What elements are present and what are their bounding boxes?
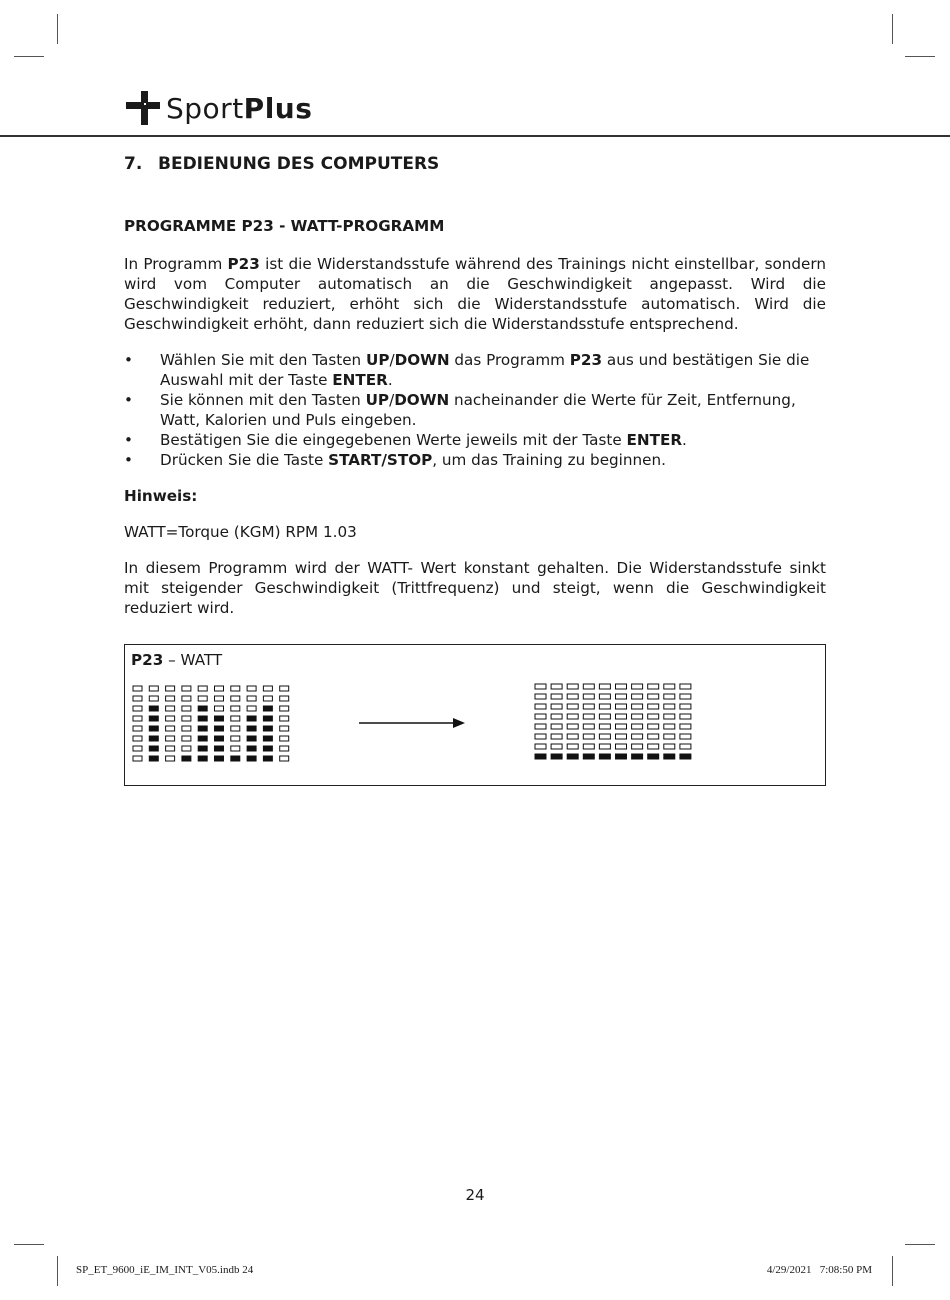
led-segment-off: [599, 714, 610, 719]
crop-mark: [14, 56, 44, 57]
led-segment-off: [567, 734, 578, 739]
led-segment-off: [535, 694, 546, 699]
led-segment-off: [583, 734, 594, 739]
led-segment-off: [182, 716, 191, 721]
led-segment-off: [567, 744, 578, 749]
brand-logo: [124, 88, 312, 128]
led-segment-off: [567, 704, 578, 709]
led-segment-off: [231, 736, 240, 741]
led-segment-off: [599, 684, 610, 689]
program-heading: PROGRAMME P23 - WATT-PROGRAMM: [124, 217, 445, 235]
led-segment-off: [535, 744, 546, 749]
main-content: [124, 216, 826, 634]
led-segment-off: [648, 694, 659, 699]
led-segment-off: [632, 744, 643, 749]
led-segment-off: [648, 684, 659, 689]
led-segment-off: [632, 684, 643, 689]
led-segment-off: [664, 744, 675, 749]
led-segment-on: [632, 754, 643, 759]
brand-name: SportPlus: [166, 91, 313, 125]
footer-file-info: SP_ET_9600_iE_IM_INT_V05.indb 24: [76, 1264, 254, 1276]
led-segment-off: [551, 744, 562, 749]
led-segment-off: [133, 736, 142, 741]
led-segment-on: [247, 726, 256, 731]
led-segment-off: [583, 684, 594, 689]
resistance-profile-varying: [132, 685, 292, 767]
led-segment-off: [599, 744, 610, 749]
led-segment-off: [215, 696, 224, 701]
led-segment-off: [166, 696, 175, 701]
instruction-list: [124, 350, 826, 470]
led-segment-off: [664, 684, 675, 689]
intro-paragraph: In Programm P23 ist die Widerstandsstufe während des Trainings nicht einstellbar, sondern wird vom Computer automatisch an die Geschwindigkeit angepasst. Wird die Geschwindigkeit reduziert, erhöht sich die Widerstandsstufe automatisch. Wird die Geschwindigkeit erhöht, dann reduziert sich die Widerstandsstufe entsprechend.: [124, 255, 826, 333]
led-segment-off: [616, 694, 627, 699]
led-segment-on: [215, 736, 224, 741]
led-segment-off: [648, 704, 659, 709]
led-segment-off: [599, 704, 610, 709]
led-segment-off: [182, 726, 191, 731]
led-segment-off: [280, 746, 289, 751]
led-segment-on: [149, 706, 158, 711]
note-formula: WATT=Torque (KGM) RPM 1.03: [124, 523, 357, 541]
led-segment-off: [133, 686, 142, 691]
led-segment-off: [215, 706, 224, 711]
led-segment-on: [567, 754, 578, 759]
led-segment-off: [231, 706, 240, 711]
led-segment-off: [231, 746, 240, 751]
led-segment-off: [632, 694, 643, 699]
led-segment-off: [215, 686, 224, 691]
crop-mark: [905, 1244, 935, 1245]
led-segment-on: [247, 746, 256, 751]
led-segment-off: [599, 724, 610, 729]
led-segment-off: [567, 724, 578, 729]
list-item: • Wählen Sie mit den Tasten UP/DOWN das Programm P23 aus und bestätigen Sie die Auswahl mit der Taste ENTER.: [124, 350, 826, 390]
led-segment-on: [616, 754, 627, 759]
led-segment-off: [133, 716, 142, 721]
led-segment-off: [133, 746, 142, 751]
led-segment-on: [215, 716, 224, 721]
led-segment-off: [280, 696, 289, 701]
led-segment-off: [280, 686, 289, 691]
led-segment-on: [149, 736, 158, 741]
led-segment-off: [583, 724, 594, 729]
led-segment-on: [263, 736, 272, 741]
led-segment-off: [648, 734, 659, 739]
led-segment-off: [664, 734, 675, 739]
led-segment-off: [583, 744, 594, 749]
led-segment-off: [616, 714, 627, 719]
led-segment-off: [648, 714, 659, 719]
led-segment-off: [632, 734, 643, 739]
led-segment-off: [231, 696, 240, 701]
led-segment-off: [535, 724, 546, 729]
led-segment-off: [182, 736, 191, 741]
led-segment-off: [149, 686, 158, 691]
section-number: 7.: [124, 154, 143, 174]
led-segment-off: [680, 744, 691, 749]
led-segment-on: [182, 756, 191, 761]
led-segment-off: [166, 726, 175, 731]
crop-mark: [892, 1256, 893, 1286]
led-segment-off: [551, 704, 562, 709]
led-segment-off: [166, 716, 175, 721]
led-segment-off: [567, 714, 578, 719]
led-segment-off: [535, 734, 546, 739]
led-segment-on: [664, 754, 675, 759]
led-segment-on: [247, 736, 256, 741]
led-segment-off: [280, 706, 289, 711]
led-segment-off: [648, 744, 659, 749]
led-segment-on: [215, 726, 224, 731]
led-segment-off: [551, 714, 562, 719]
led-segment-off: [247, 706, 256, 711]
led-segment-off: [231, 686, 240, 691]
led-segment-off: [551, 724, 562, 729]
led-segment-on: [263, 726, 272, 731]
led-segment-off: [616, 734, 627, 739]
led-segment-on: [198, 726, 207, 731]
led-segment-on: [551, 754, 562, 759]
led-segment-on: [149, 716, 158, 721]
list-item: • Sie können mit den Tasten UP/DOWN nacheinander die Werte für Zeit, Entfernung, Watt, Kalorien und Puls eingeben.: [124, 390, 826, 430]
led-segment-on: [648, 754, 659, 759]
arrow-right-icon: [359, 717, 467, 729]
page-number: 24: [465, 1186, 485, 1204]
led-segment-off: [616, 724, 627, 729]
led-segment-off: [247, 696, 256, 701]
led-segment-off: [616, 704, 627, 709]
led-segment-off: [198, 696, 207, 701]
led-segment-off: [551, 734, 562, 739]
led-segment-on: [599, 754, 610, 759]
led-segment-on: [680, 754, 691, 759]
led-segment-off: [280, 736, 289, 741]
led-segment-off: [247, 686, 256, 691]
led-segment-off: [664, 714, 675, 719]
led-segment-off: [583, 714, 594, 719]
led-segment-off: [535, 704, 546, 709]
led-segment-off: [133, 706, 142, 711]
led-segment-off: [280, 716, 289, 721]
led-segment-on: [149, 746, 158, 751]
figure-title: P23 – WATT: [131, 651, 223, 669]
led-segment-off: [231, 726, 240, 731]
note-text: In diesem Programm wird der WATT- Wert konstant gehalten. Die Widerstandsstufe sinkt mit steigender Geschwindigkeit (Trittfrequenz) und steigt, wenn die Geschwindigkeit reduziert wird.: [124, 559, 826, 617]
led-segment-off: [280, 756, 289, 761]
led-segment-off: [133, 696, 142, 701]
led-segment-on: [247, 756, 256, 761]
header-rule: [0, 135, 950, 137]
led-segment-off: [664, 724, 675, 729]
led-segment-off: [664, 704, 675, 709]
crop-mark: [892, 14, 893, 44]
led-segment-off: [166, 746, 175, 751]
led-segment-on: [198, 716, 207, 721]
led-segment-on: [231, 756, 240, 761]
section-title: [124, 154, 439, 174]
led-segment-off: [616, 744, 627, 749]
led-segment-off: [280, 726, 289, 731]
led-segment-off: [182, 696, 191, 701]
led-segment-off: [551, 684, 562, 689]
led-segment-on: [198, 706, 207, 711]
led-segment-on: [535, 754, 546, 759]
led-segment-on: [198, 736, 207, 741]
led-segment-on: [149, 756, 158, 761]
led-segment-off: [149, 696, 158, 701]
led-segment-off: [133, 726, 142, 731]
led-segment-on: [198, 746, 207, 751]
led-segment-off: [680, 684, 691, 689]
led-segment-off: [133, 756, 142, 761]
led-segment-off: [198, 686, 207, 691]
led-segment-off: [648, 724, 659, 729]
led-segment-on: [263, 706, 272, 711]
led-segment-on: [215, 746, 224, 751]
led-segment-off: [599, 734, 610, 739]
led-segment-off: [664, 694, 675, 699]
list-item: • Drücken Sie die Taste START/STOP, um das Training zu beginnen.: [124, 450, 826, 470]
led-segment-off: [599, 694, 610, 699]
led-segment-off: [182, 686, 191, 691]
led-segment-off: [567, 694, 578, 699]
led-segment-off: [680, 714, 691, 719]
crop-mark: [14, 1244, 44, 1245]
led-segment-on: [149, 726, 158, 731]
led-segment-off: [632, 704, 643, 709]
led-segment-off: [182, 746, 191, 751]
led-segment-off: [567, 684, 578, 689]
led-segment-off: [551, 694, 562, 699]
led-segment-off: [632, 724, 643, 729]
section-title-text: BEDIENUNG DES COMPUTERS: [158, 154, 440, 174]
list-item: • Bestätigen Sie die eingegebenen Werte jeweils mit der Taste ENTER.: [124, 430, 826, 450]
crop-mark: [905, 56, 935, 57]
led-segment-on: [247, 716, 256, 721]
led-segment-on: [263, 716, 272, 721]
led-segment-off: [535, 684, 546, 689]
led-segment-off: [166, 756, 175, 761]
led-segment-off: [263, 696, 272, 701]
led-segment-on: [583, 754, 594, 759]
led-segment-off: [231, 716, 240, 721]
led-segment-off: [535, 714, 546, 719]
led-segment-on: [215, 756, 224, 761]
led-segment-off: [680, 704, 691, 709]
led-segment-on: [198, 756, 207, 761]
led-segment-off: [680, 724, 691, 729]
led-segment-off: [263, 686, 272, 691]
led-segment-off: [616, 684, 627, 689]
led-segment-off: [166, 706, 175, 711]
led-segment-off: [182, 706, 191, 711]
led-segment-off: [583, 704, 594, 709]
led-segment-on: [263, 756, 272, 761]
led-segment-off: [680, 694, 691, 699]
led-segment-off: [166, 736, 175, 741]
crop-mark: [57, 14, 58, 44]
plus-cross-icon: [124, 89, 162, 127]
led-segment-off: [583, 694, 594, 699]
led-segment-off: [166, 686, 175, 691]
led-segment-off: [632, 714, 643, 719]
resistance-profile-constant: [534, 683, 694, 765]
led-segment-off: [680, 734, 691, 739]
led-segment-on: [263, 746, 272, 751]
footer-timestamp: 4/29/2021 7:08:50 PM: [766, 1264, 872, 1276]
program-profile-figure: [124, 644, 826, 786]
crop-mark: [57, 1256, 58, 1286]
note-label: Hinweis:: [124, 487, 198, 505]
